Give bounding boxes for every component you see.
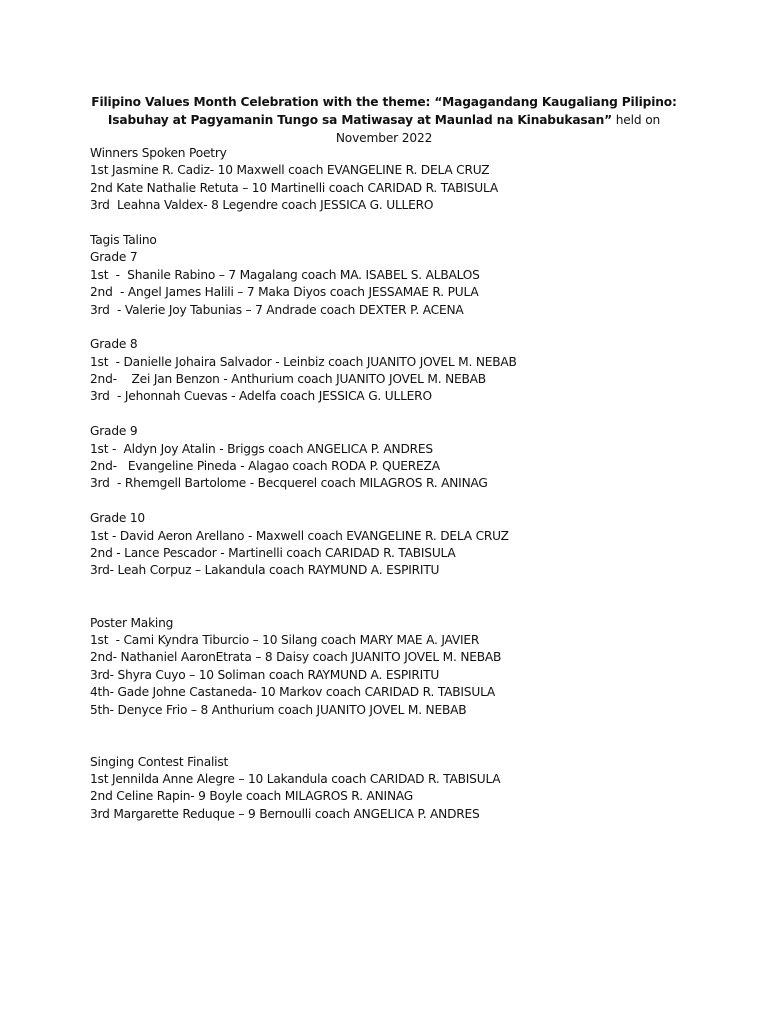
title-normal-text: held on November 2022	[335, 113, 661, 145]
list-item: 1st - Shanile Rabino – 7 Magalang coach MA. ISABEL S. ALBALOS	[90, 267, 480, 282]
section-grade-9	[90, 423, 730, 493]
section-grade-8	[90, 336, 730, 406]
section-heading: Singing Contest Finalist	[90, 754, 229, 769]
list-item: 2nd Kate Nathalie Retuta – 10 Martinelli coach CARIDAD R. TABISULA	[90, 180, 499, 195]
list-item: 3rd- Leah Corpuz – Lakandula coach RAYMUND A. ESPIRITU	[90, 563, 440, 578]
section-heading: Poster Making	[90, 615, 174, 630]
list-item: 3rd - Rhemgell Bartolome - Becquerel coach MILAGROS R. ANINAG	[90, 476, 488, 491]
subsection-heading: Grade 9	[90, 424, 138, 439]
section-tagis-talino	[90, 232, 730, 319]
list-item: 1st - Danielle Johaira Salvador - Leinbiz coach JUANITO JOVEL M. NEBAB	[90, 354, 517, 369]
list-item: 2nd- Nathaniel AaronEtrata – 8 Daisy coach JUANITO JOVEL M. NEBAB	[90, 650, 502, 665]
list-item: 4th- Gade Johne Castaneda- 10 Markov coach CARIDAD R. TABISULA	[90, 685, 496, 700]
section-spoken-poetry	[90, 145, 730, 215]
list-item: 2nd- Evangeline Pineda - Alagao coach RODA P. QUEREZA	[90, 459, 440, 474]
list-item: 1st Jasmine R. Cadiz- 10 Maxwell coach EVANGELINE R. DELA CRUZ	[90, 163, 490, 178]
list-item: 2nd - Lance Pescador - Martinelli coach CARIDAD R. TABISULA	[90, 545, 456, 560]
subsection-heading: Grade 8	[90, 337, 138, 352]
subsection-heading: Grade 7	[90, 250, 138, 265]
list-item: 1st Jennilda Anne Alegre – 10 Lakandula coach CARIDAD R. TABISULA	[90, 772, 501, 787]
list-item: 1st - Cami Kyndra Tiburcio – 10 Silang coach MARY MAE A. JAVIER	[90, 632, 480, 647]
subsection-heading: Grade 10	[90, 511, 145, 526]
list-item: 1st - David Aeron Arellano - Maxwell coach EVANGELINE R. DELA CRUZ	[90, 528, 509, 543]
list-item: 2nd Celine Rapin- 9 Boyle coach MILAGROS R. ANINAG	[90, 789, 414, 804]
list-item: 5th- Denyce Frio – 8 Anthurium coach JUANITO JOVEL M. NEBAB	[90, 702, 467, 717]
list-item: 3rd- Shyra Cuyo – 10 Soliman coach RAYMUND A. ESPIRITU	[90, 667, 440, 682]
list-item: 3rd Margarette Reduque – 9 Bernoulli coach ANGELICA P. ANDRES	[90, 806, 480, 821]
section-singing-contest	[90, 754, 730, 824]
document-title	[88, 93, 680, 147]
section-poster-making	[90, 615, 730, 719]
section-grade-10	[90, 510, 730, 580]
list-item: 3rd - Valerie Joy Tabunias – 7 Andrade coach DEXTER P. ACENA	[90, 302, 464, 317]
document-body	[90, 145, 730, 823]
section-heading: Tagis Talino	[90, 232, 157, 247]
title-bold-text: Filipino Values Month Celebration with the theme: “Magagandang Kaugaliang Pilipino: Isabuhay at Pagyamanin Tungo sa Matiwasay at Maunlad na Kinabukasan”	[91, 95, 677, 127]
list-item: 2nd- Zei Jan Benzon - Anthurium coach JUANITO JOVEL M. NEBAB	[90, 372, 486, 387]
list-item: 3rd - Jehonnah Cuevas - Adelfa coach JESSICA G. ULLERO	[90, 389, 432, 404]
list-item: 2nd - Angel James Halili – 7 Maka Diyos coach JESSAMAE R. PULA	[90, 285, 479, 300]
list-item: 1st - Aldyn Joy Atalin - Briggs coach ANGELICA P. ANDRES	[90, 441, 433, 456]
section-heading: Winners Spoken Poetry	[90, 146, 227, 160]
list-item: 3rd Leahna Valdex- 8 Legendre coach JESSICA G. ULLERO	[90, 198, 434, 213]
